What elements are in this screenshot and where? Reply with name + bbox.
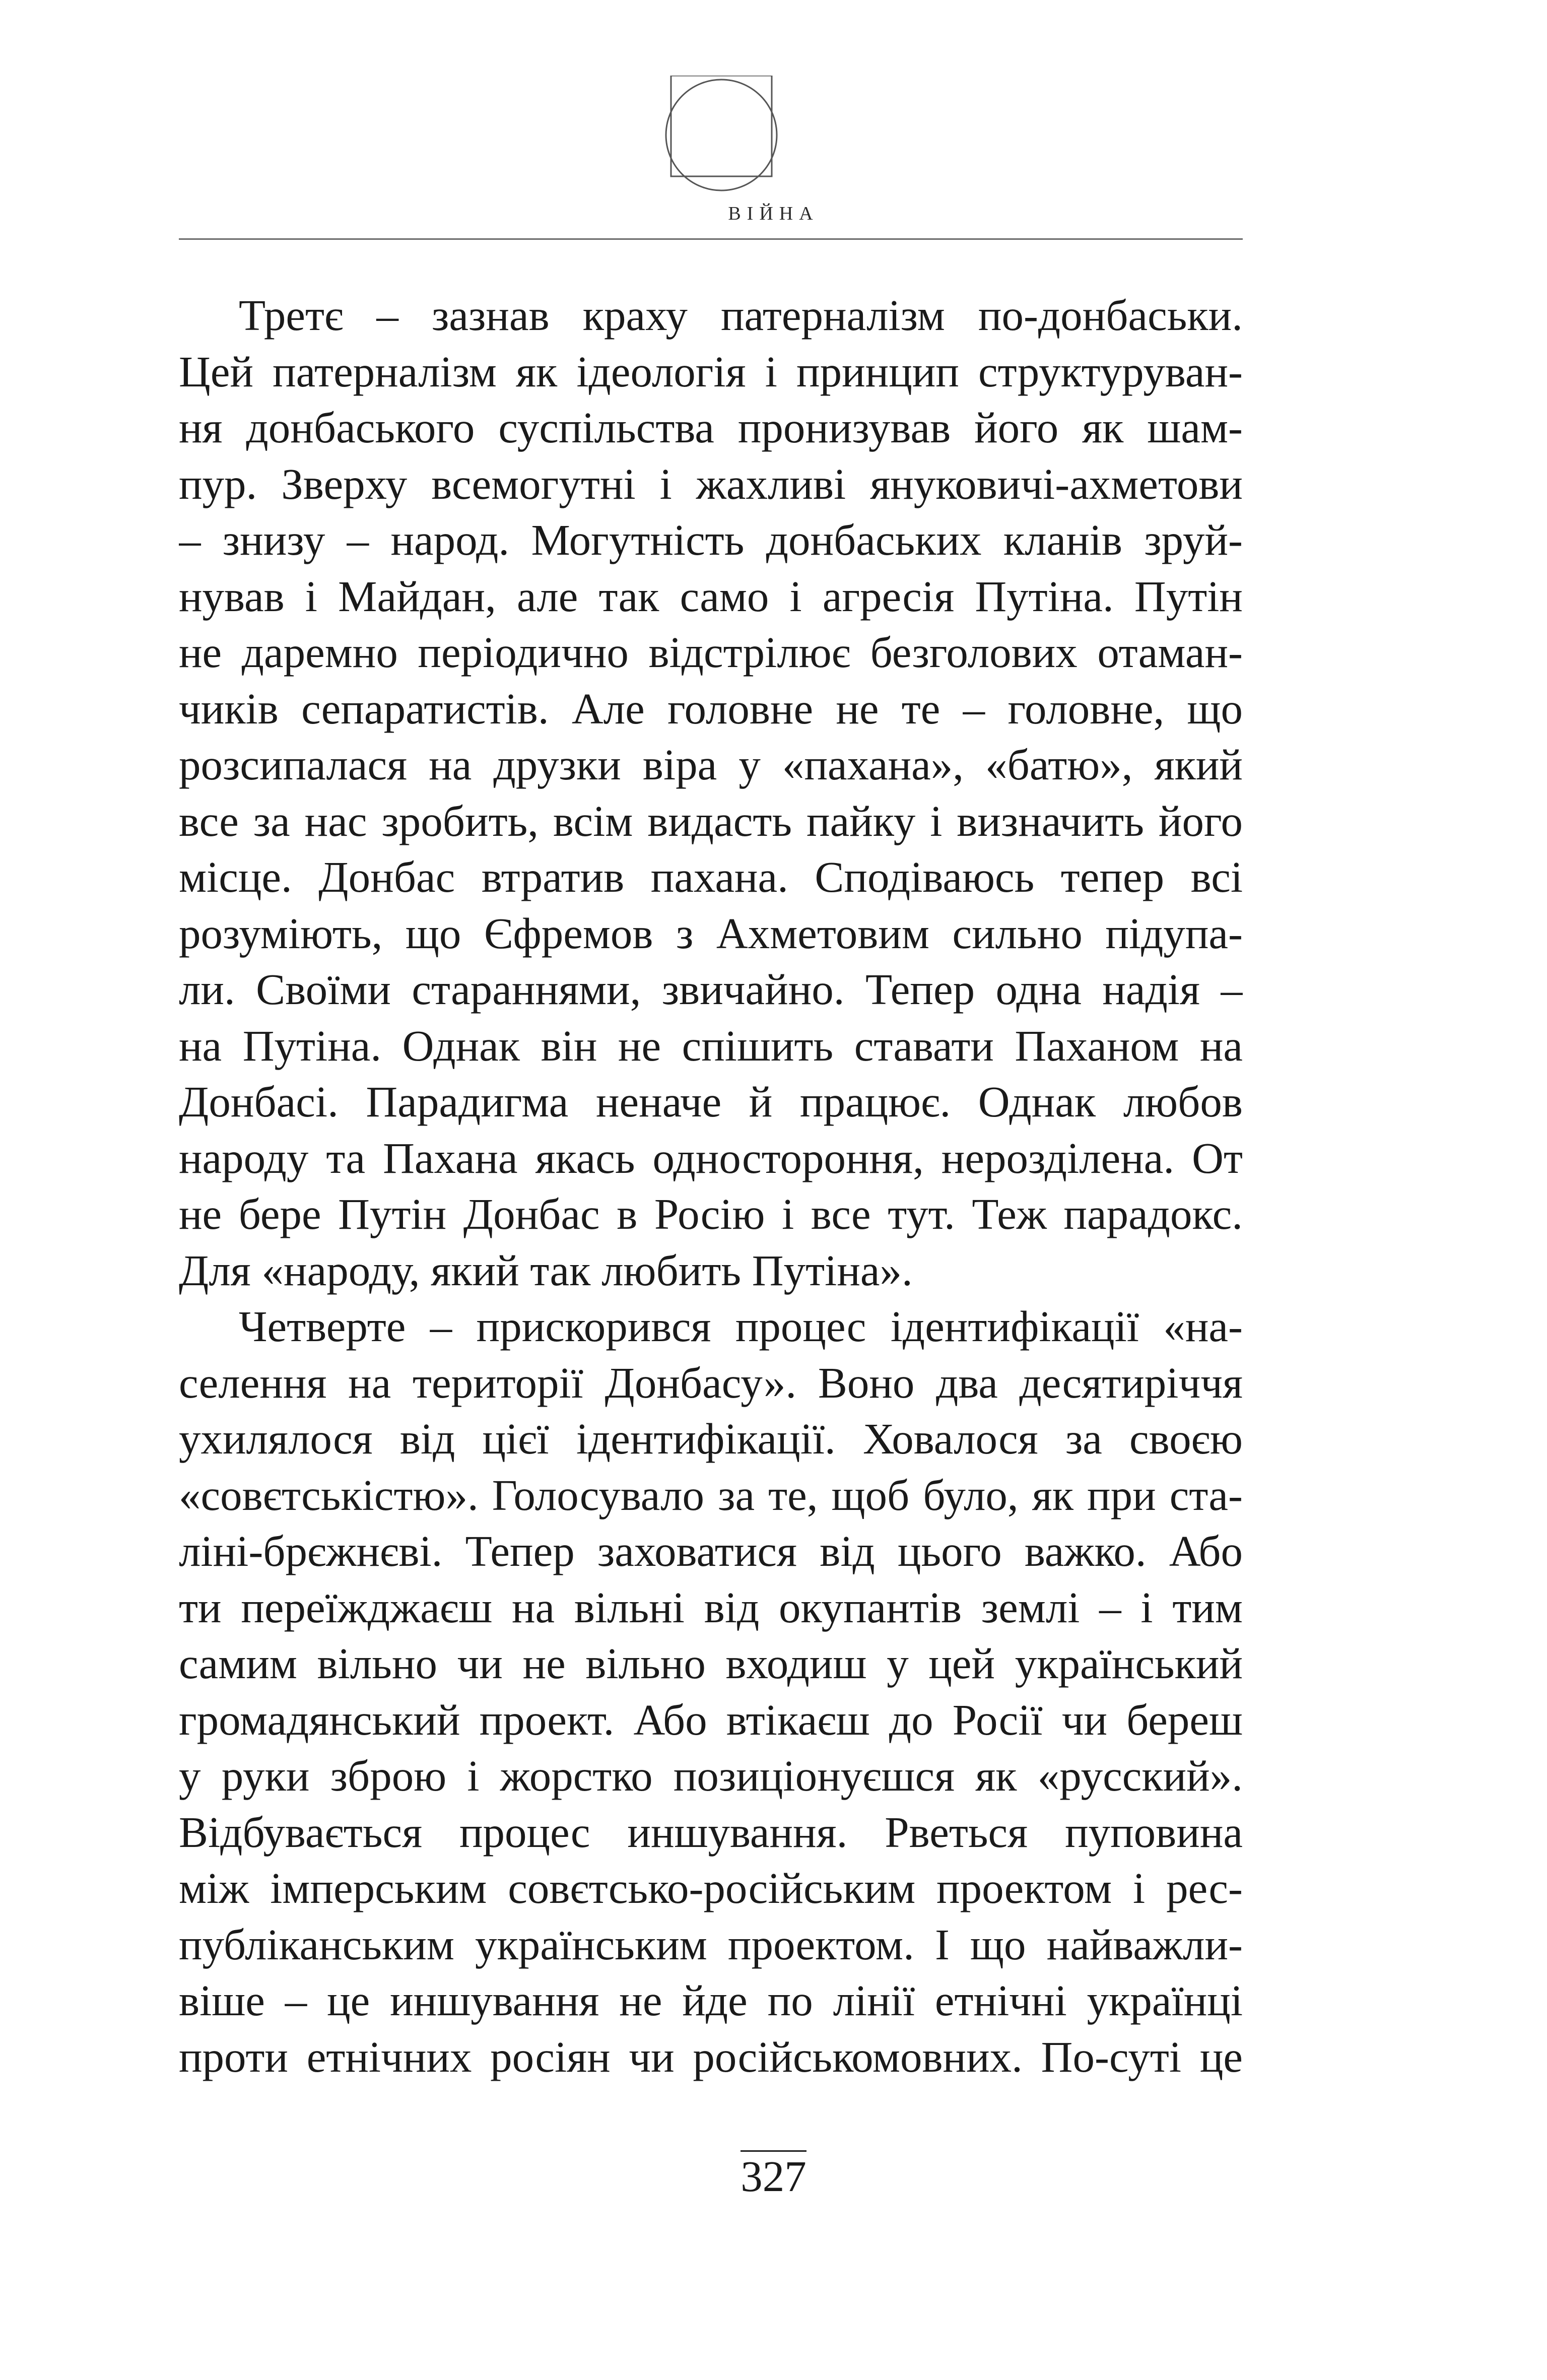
text-line: Відбувається процес иншування. Рветься пуповина — [179, 1807, 1243, 1857]
body-text — [179, 287, 1243, 2085]
text-line: самим вільно чи не вільно входиш у цей український — [179, 1639, 1243, 1688]
text-line: селення на території Донбасу». Воно два десятиріччя — [179, 1358, 1243, 1407]
text-line: публіканським українським проектом. І що найважли- — [179, 1920, 1243, 1969]
text-line: Третє – зазнав краху патерналізм по-донбаськи. — [239, 291, 1243, 340]
text-line: розуміють, що Єфремов з Ахметовим сильно підупа- — [179, 908, 1243, 958]
text-line: проти етнічних росіян чи російськомовних. По-суті це — [179, 2032, 1243, 2081]
text-line: ли. Своїми стараннями, звичайно. Тепер одна надія – — [179, 965, 1243, 1014]
text-line: ухилялося від цієї ідентифікації. Ховалося за своєю — [179, 1414, 1243, 1463]
text-line: ліні-брєжнєві. Тепер заховатися від цього важко. Або — [179, 1527, 1243, 1575]
text-line: пур. Зверху всемогутні і жахливі януковичі-ахметови — [179, 459, 1243, 508]
header-divider — [179, 238, 1243, 240]
running-head: ВІЙНА — [728, 203, 819, 224]
text-line: на Путіна. Однак він не спішить ставати Паханом на — [179, 1021, 1243, 1070]
text-line: «совєтськістю». Голосувало за те, щоб було, як при ста- — [179, 1470, 1243, 1519]
text-line: ня донбаського суспільства пронизував його як шам- — [179, 403, 1243, 452]
text-line: громадянський проект. Або втікаєш до Росії чи береш — [179, 1695, 1243, 1744]
text-line: народу та Пахана якась одностороння, нерозділена. От — [179, 1133, 1243, 1182]
text-line: Цей патерналізм як ідеологія і принцип структуруван- — [179, 347, 1243, 396]
text-line: не даремно періодично відстрілює безголових отаман- — [179, 628, 1243, 677]
text-line: між імперським совєтсько-російським проектом і рес- — [179, 1864, 1243, 1912]
text-line: ти переїжджаєш на вільні від окупантів землі – і тим — [179, 1582, 1243, 1632]
text-line: не бере Путін Донбас в Росію і все тут. Теж парадокс. — [179, 1189, 1243, 1238]
text-line: розсипалася на друзки віра у «пахана», «батю», який — [179, 740, 1243, 789]
text-line: місце. Донбас втратив пахана. Сподіваюсь тепер всі — [179, 852, 1243, 901]
text-line: нував і Майдан, але так само і агресія Путіна. Путін — [179, 571, 1243, 621]
text-line: Донбасі. Парадигма неначе й працює. Однак любов — [179, 1077, 1243, 1126]
text-line: – знизу – народ. Могутність донбаських кланів зруй- — [179, 515, 1243, 564]
circle-square-emblem-icon — [653, 76, 789, 196]
page-number-container — [0, 2151, 1547, 2202]
page-number: 327 — [741, 2150, 806, 2201]
text-line: Для «народу, який так любить Путіна». — [179, 1245, 913, 1295]
text-line: все за нас зробить, всім видасть пайку і визначить його — [179, 796, 1243, 845]
text-line: чиків сепаратистів. Але головне не те – головне, що — [179, 684, 1243, 733]
paragraph-2 — [179, 1298, 1243, 2085]
text-line: віше – це иншування не йде по лінії етнічні українці — [179, 1976, 1243, 2025]
paragraph-1 — [179, 287, 1243, 1298]
text-line: у руки зброю і жорстко позиціонуєшся як «русский». — [179, 1751, 1243, 1800]
text-line: Четверте – прискорився процес ідентифікації «на- — [239, 1302, 1243, 1351]
